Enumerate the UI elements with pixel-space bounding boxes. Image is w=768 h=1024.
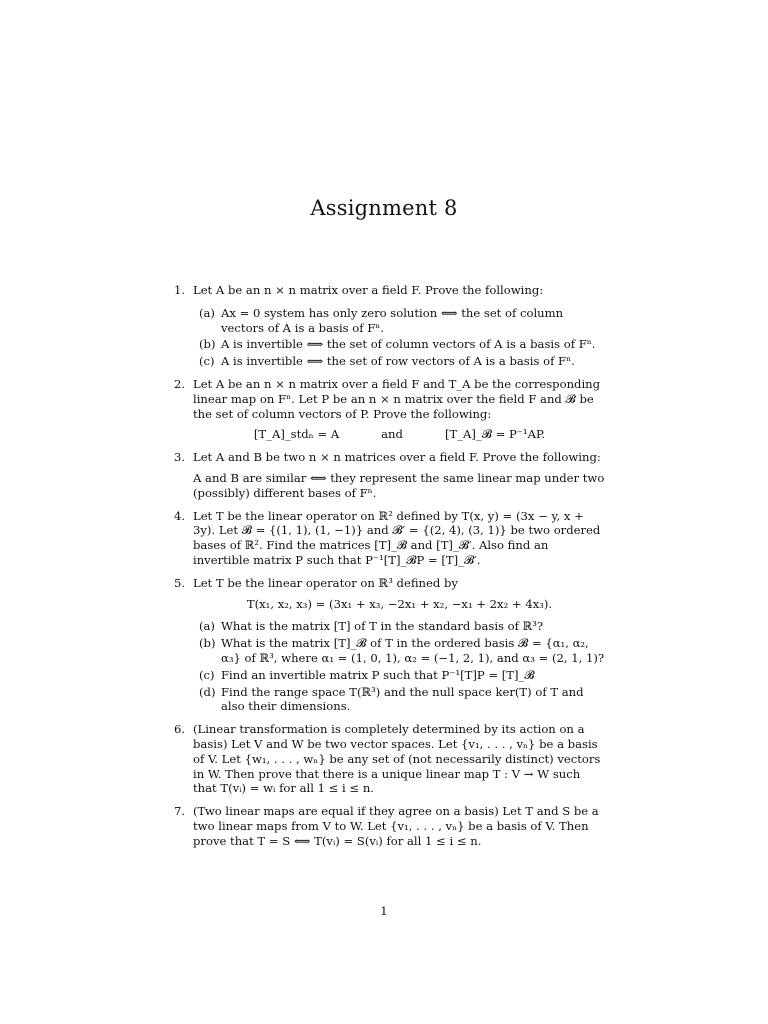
- problem-number: 3.: [174, 450, 186, 465]
- problem-1: [174, 283, 606, 369]
- problem-7: [174, 804, 606, 848]
- part-text: A is invertible ⟺ the set of row vectors of A is a basis of Fⁿ.: [221, 354, 575, 369]
- problem-part: [193, 354, 606, 369]
- part-label: (b): [199, 337, 216, 352]
- equation-left: [T_A]_stdₙ = A: [253, 427, 340, 442]
- problem-statement: A and B are similar ⟺ they represent the same linear map under two (possibly) different bases of Fⁿ.: [193, 470, 605, 500]
- equation-right: [T_A]_𝓑 = P⁻¹AP.: [444, 427, 546, 442]
- display-equation: [193, 427, 606, 442]
- part-text: What is the matrix [T]_𝓑 of T in the ordered basis 𝓑 = {α₁, α₂, α₃} of ℝ³, where α₁ = (1, 0, 1), α₂ = (−1, 2, 1), and α₃ = (2, 1, 1)?: [221, 636, 605, 665]
- problem-number: 6.: [174, 722, 186, 737]
- part-label: (c): [199, 354, 215, 369]
- problem-number: 7.: [174, 804, 186, 819]
- part-label: (c): [199, 667, 215, 682]
- problem-text: Let T be the linear operator on ℝ³ defined by: [193, 575, 458, 590]
- problem-5: [174, 576, 606, 714]
- problem-2: [174, 377, 606, 442]
- problem-part: [193, 619, 606, 634]
- part-text: A is invertible ⟺ the set of column vectors of A is a basis of Fⁿ.: [221, 337, 596, 352]
- display-equation: T(x₁, x₂, x₃) = (3x₁ + x₃, −2x₁ + x₂, −x₁ + 2x₂ + 4x₃).: [246, 596, 553, 611]
- part-label: (d): [199, 684, 216, 699]
- problem-number: 4.: [174, 508, 186, 523]
- problem-list: [174, 283, 606, 857]
- problem-part: [193, 685, 606, 715]
- problem-part: [193, 668, 606, 683]
- problem-text: Let T be the linear operator on ℝ² defined by T(x, y) = (3x − y, x + 3y). Let 𝓑 = {(1, 1), (1, −1)} and 𝓑′ = {(2, 4), (3, 1)} be two ordered bases of ℝ². Find the matrices [T]_𝓑 and [T]_𝓑′. Also find an invertible matrix P such that P⁻¹[T]_𝓑P = [T]_𝓑′.: [193, 508, 601, 567]
- part-label: (a): [199, 619, 215, 634]
- problem-number: 5.: [174, 575, 186, 590]
- problem-part: [193, 306, 606, 336]
- problem-text: (Two linear maps are equal if they agree on a basis) Let T and S be a two linear maps from V to W. Let {v₁, . . . , vₙ} be a basis of V. Then prove that T = S ⟺ T(vᵢ) = S(vᵢ) for all 1 ≤ i ≤ n.: [193, 804, 599, 848]
- problem-part: [193, 636, 606, 666]
- part-label: (b): [199, 636, 216, 651]
- part-label: (a): [199, 305, 215, 320]
- equation-connector: and: [381, 427, 403, 442]
- problem-number: 1.: [174, 283, 186, 297]
- problem-text: (Linear transformation is completely determined by its action on a basis) Let V and W be two vector spaces. Let {v₁, . . . , vₙ} be a basis of V. Let {w₁, . . . , wₙ} be any set of (not necessarily distinct) vectors in W. Then prove that there is a unique linear map T : V → W such that T(vᵢ) = wᵢ for all 1 ≤ i ≤ n.: [193, 722, 601, 796]
- problem-number: 2.: [174, 376, 186, 391]
- problem-text: Let A be an n × n matrix over a field F. Prove the following:: [193, 283, 544, 297]
- problem-6: [174, 722, 606, 796]
- problem-text: Let A and B be two n × n matrices over a field F. Prove the following:: [193, 450, 601, 465]
- page-title: Assignment 8: [310, 196, 458, 220]
- part-text: Find the range space T(ℝ³) and the null space ker(T) of T and also their dimensions.: [221, 684, 584, 714]
- part-text: What is the matrix [T] of T in the standard basis of ℝ³?: [221, 619, 544, 634]
- problem-4: [174, 509, 606, 568]
- part-text: Ax = 0 system has only zero solution ⟺ the set of column vectors of A is a basis of Fⁿ.: [221, 305, 564, 335]
- problem-text: Let A be an n × n matrix over a field F and T_A be the corresponding linear map on Fⁿ. Let P be an n × n matrix over the field F and 𝓑 be the set of column vectors of P. Prove the following:: [193, 376, 601, 421]
- page-number: 1: [380, 904, 388, 918]
- problem-3: [174, 450, 606, 500]
- part-text: Find an invertible matrix P such that P⁻¹[T]P = [T]_𝓑: [221, 667, 535, 682]
- problem-part: [193, 337, 606, 352]
